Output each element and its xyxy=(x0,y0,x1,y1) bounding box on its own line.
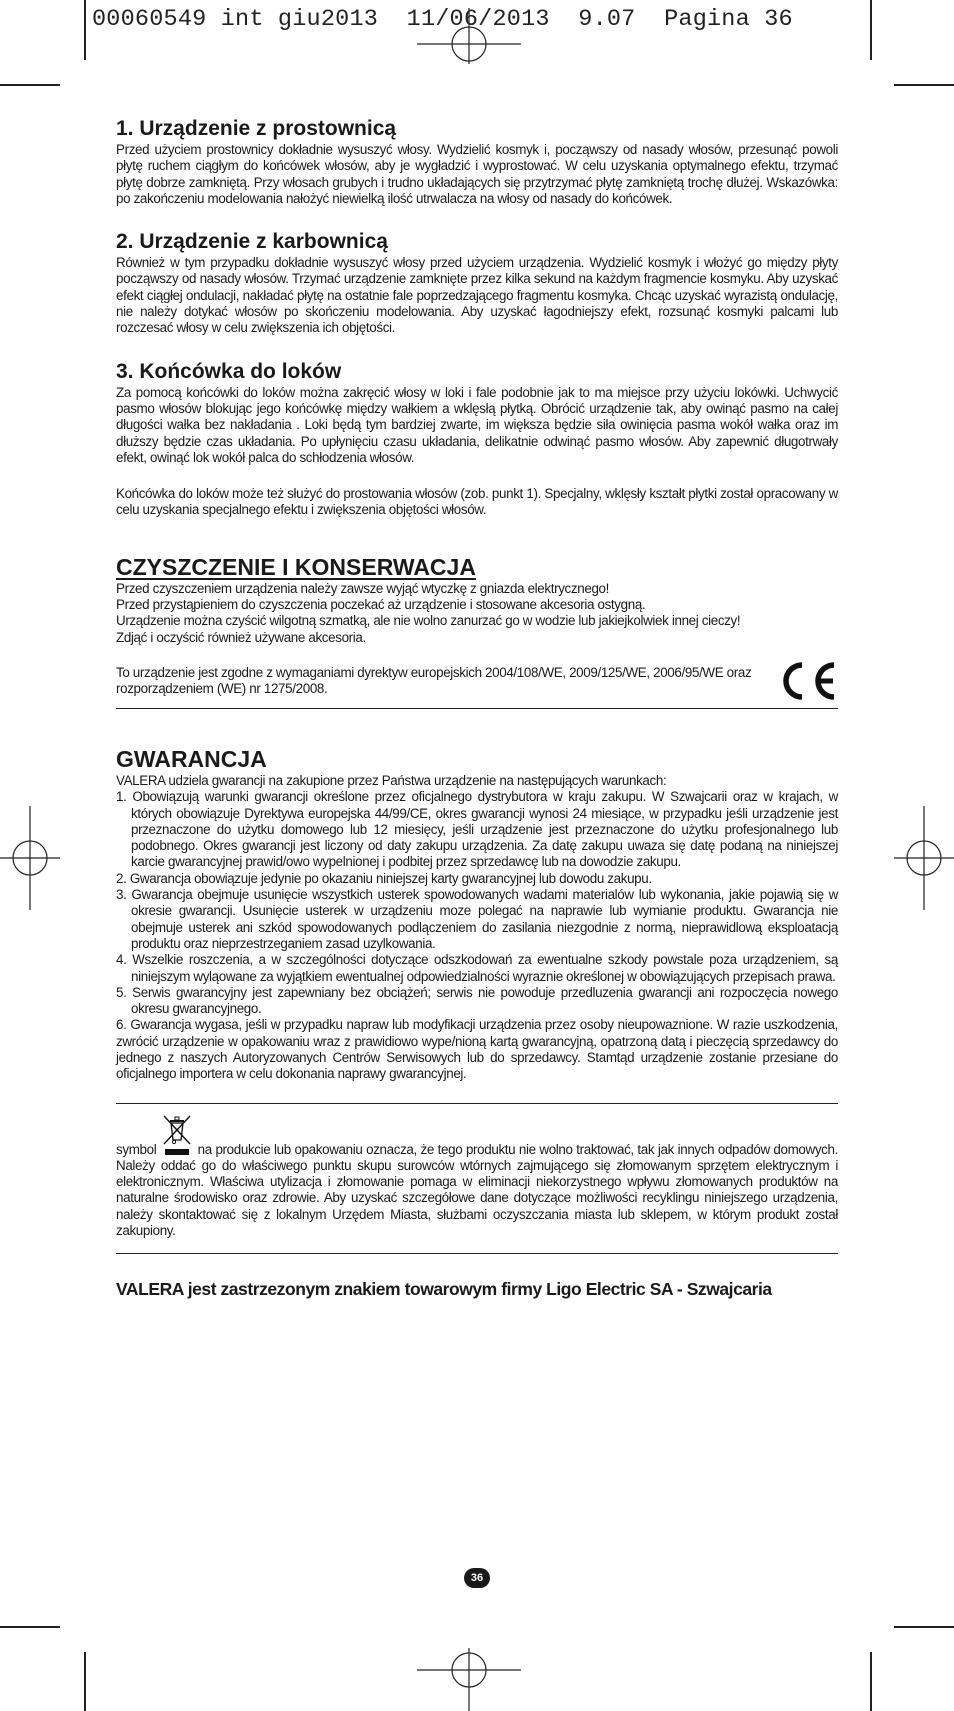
crop-mark xyxy=(894,84,954,86)
compliance-text: To urządzenie jest zgodne z wymaganiami dyrektyw europejskich 2004/108/WE, 2009/125/WE, 2006/95/WE oraz rozporządzeniem (WE) nr 1275/2008. xyxy=(116,664,752,696)
warranty-term: 3. Gwarancja obejmuje usunięcie wszystkich usterek spowodowanych wadami materialów lub wykonania, jakie pojawią się w okresie gwarancji. Usunięcie usterek w urządzeniu moze polegać na naprawie lub wymianie produktu. Gwarancja nie obejmuje usterek ani szkód spowodowanych podlączeniem do zasilania niezgodnie z normą, nieprawidlową eksploatacją produktu oraz nieprzestrzeganiem zasad uzylkowania. xyxy=(116,887,838,951)
cleaning-line: Urządzenie można czyścić wilgotną szmatką, ale nie wolno zanurzać go w wodzie lub jakiejkolwiek innej cieczy! xyxy=(116,613,741,629)
compliance-row xyxy=(116,660,838,702)
section-crimper xyxy=(116,229,838,336)
printer-slug-line: 00060549 int giu2013 11/06/2013 9.07 Pagina 36 xyxy=(92,6,793,33)
registration-mark-icon xyxy=(894,806,954,910)
section-body-note: Końcówka do loków może też służyć do prostowania włosów (zob. punkt 1). Specjalny, wklęsły kształt płytki został opracowany w celu uzyskania specjalnego efektu i zwiększenia objętości włosów. xyxy=(116,486,838,518)
brand-trademark-line: VALERA jest zastrzezonym znakiem towarowym firmy Ligo Electric SA - Szwajcaria xyxy=(116,1279,772,1300)
crop-mark xyxy=(0,1626,60,1628)
section-straightener xyxy=(116,116,838,207)
cleaning-line: Zdjąć i oczyścić również używane akcesoria. xyxy=(116,629,366,645)
section-title: 1. Urządzenie z prostownicą xyxy=(116,117,397,140)
warranty-closing: 6. Gwarancja wygasa, jeśli w przypadku napraw lub modyfikacji urządzenia przez osoby nieupowaznione. W razie uszkodzenia, zwrócić urządzenie w opakowaniu wraz z prawidiowo wype/nioną kartą gwarancyjną, opatrzoną datą i pieczęcią sprzedawcy do jednego z naszych Autoryzowanych Centrów Serwisowych lub do sprzedawcy. Stamtąd urządzenie zostanie przesiane do oficjalnego importera w celu dokonania naprawy gwarancyjnej. xyxy=(116,1017,838,1082)
page-content xyxy=(116,116,838,1300)
section-warranty xyxy=(116,745,838,1083)
crop-mark xyxy=(870,1652,872,1711)
warranty-intro: VALERA udziela gwarancji na zakupione przez Państwa urządzenie na następujących warunkach: xyxy=(116,772,667,788)
cleaning-line: Przed czyszczeniem urządzenia należy zawsze wyjąć wtyczkę z gniazda elektrycznego! xyxy=(116,580,610,596)
section-weee xyxy=(116,1114,838,1240)
warranty-term: 4. Wszelkie roszczenia, a w szczególności dotyczące odszkodowań za ewentualne szkody powstale poza urządzeniem, są niniejszym wyląowane za wyjątkiem ewentualnej odpowiedzialności wyraznie określonej w obowiązujących przepisach prawa. xyxy=(116,952,838,984)
section-body: Przed użyciem prostownicy dokładnie wysuszyć włosy. Wydzielić kosmyk i, począwszy od nasady włosów, przesunąć powoli płytę ruchem ciągłym do końcówek włosów, aby je wygładzić i wyprostować. W celu uzyskania optymalnego efektu, trzymać płytę dobrze zamkniętą. Przy włosach grubych i trudno układających się przytrzymać płytę zamkniętą trochę dłużej. Wskazówka: po zakończeniu modelowania nałożyć niewielką ilość utrwalacza na włosy od nasady do końcówek. xyxy=(116,142,838,206)
section-curler xyxy=(116,359,838,519)
warranty-title: GWARANCJA xyxy=(116,745,267,772)
registration-mark-icon xyxy=(0,806,60,910)
crop-mark xyxy=(870,0,872,60)
crop-mark xyxy=(0,84,60,86)
cleaning-line: Przed przystąpieniem do czyszczenia poczekać aż urządzenie i stosowane akcesoria ostygną. xyxy=(116,597,646,613)
section-body: Za pomocą końcówki do loków można zakręcić włosy w loki i fale podobnie jak to ma miejsce przy użyciu lokówki. Uchwycić pasmo włosów blokując jego końcówkę między wałkiem a wklęsłą płytką. Obrócić urządzenie tak, aby owinąć pasmo na całej długości wałka bez nakładania . Loki będą tym bardziej zwarte, im większa będzie siła owinięcia pasma wokół wałka oraz im dłuższy będzie czas układania. Po upłynięciu czasu układania, delikatnie odwinąć pasmo włosów. Aby zapewnić długotrwały efekt, owinąć lok wokół palca do schłodzenia włosów. xyxy=(116,384,838,465)
crop-mark xyxy=(84,0,86,60)
weee-body: na produkcie lub opakowaniu oznacza, że tego produktu nie wolno traktować, tak jak innych odpadów domowych. Należy oddać go do właściwego punktu skupu surowców wtórnych zajmującego się złomowanym sprzętem elektrycznym i elektronicznym. Właściwa utylizacja i złomowanie pomaga w eliminacji niekorzystnego wpływu złomowanych produktów na naturalne środowisko oraz zdrowie. Aby uzyskać szczegółowe dane dotyczące możliwości recyklingu niniejszego urządzenia, należy skontaktować się z lokalnym Urzędem Miasta, służbami oczyszczania miasta lub sklepem, w którym produkt został zakupiony. xyxy=(116,1141,838,1239)
warranty-term: 5. Serwis gwarancyjny jest zapewniany bez obciążeń; serwis nie powoduje przedluzenia gwarancji ani rozpoczęcia nowego okresu gwarancyjnego. xyxy=(116,984,838,1017)
section-cleaning xyxy=(116,553,838,709)
cleaning-title: CZYSZCZENIE I KONSERWACJA xyxy=(116,553,476,580)
ce-mark-icon xyxy=(776,660,838,702)
warranty-term: 1. Obowiązują warunki gwarancji określone przez oficjalnego dystrybutora w kraju zakupu. W Szwajcarii oraz w krajach, w których obowiązuje Dyrektywa europejska 44/99/CE, okres gwarancji wynosi 24 miesiące, w przypadku jeśli urządzenie jest przeznaczone do użytku domowego lub 12 miesięcy, jeśli urządzenie jest przeznaczone do użytku profesjonalnego lub podobnego. Okres gwarancji jest liczony od daty zakupu urządzenia. Za datę zakupu uwaza się datę podaną na niniejszej karcie gwarancyjnej prawid/owo wypelnionej i podbitej przez sprzedawcę lub na dowodzie zakupu. xyxy=(116,789,838,870)
crossed-out-bin-icon xyxy=(162,1114,192,1158)
registration-mark-icon xyxy=(417,8,521,64)
section-body: Również w tym przypadku dokładnie wysuszyć włosy przed użyciem urządzenia. Wydzielić kosmyk i włożyć go między płyty począwszy od nasady włosów. Trzymać urządzenie zamknięte przez kilka sekund na każdym fragmencie kosmyku. Aby uzyskać efekt ciągłej ondulacji, nakładać płytę na ostatnie fale poprzedzającego fragmentu kosmyka. Chcąc uzyskać wyrazistą ondulację, nie należy dotykać włosów po skończeniu modelowania. Aby uzyskać łagodniejszy efekt, rozsunąć kosmyki palcami lub rozczesać włosy w celu zwiększenia ich objętości. xyxy=(116,255,838,336)
registration-mark-icon xyxy=(417,1648,521,1711)
section-title: 2. Urządzenie z karbownicą xyxy=(116,230,388,254)
crop-mark xyxy=(894,1626,954,1628)
crop-mark xyxy=(84,1652,86,1711)
section-title: 3. Końcówka do loków xyxy=(116,359,342,383)
weee-text xyxy=(116,1114,838,1240)
warranty-terms-list xyxy=(116,789,838,1017)
warranty-term: 2. Gwarancja obowiązuje jedynie po okazaniu niniejszej karty gwarancyjnej lub dowodu zakupu. xyxy=(116,870,652,886)
weee-lead: symbol xyxy=(116,1141,160,1157)
page-number-badge: 36 xyxy=(464,1568,490,1588)
